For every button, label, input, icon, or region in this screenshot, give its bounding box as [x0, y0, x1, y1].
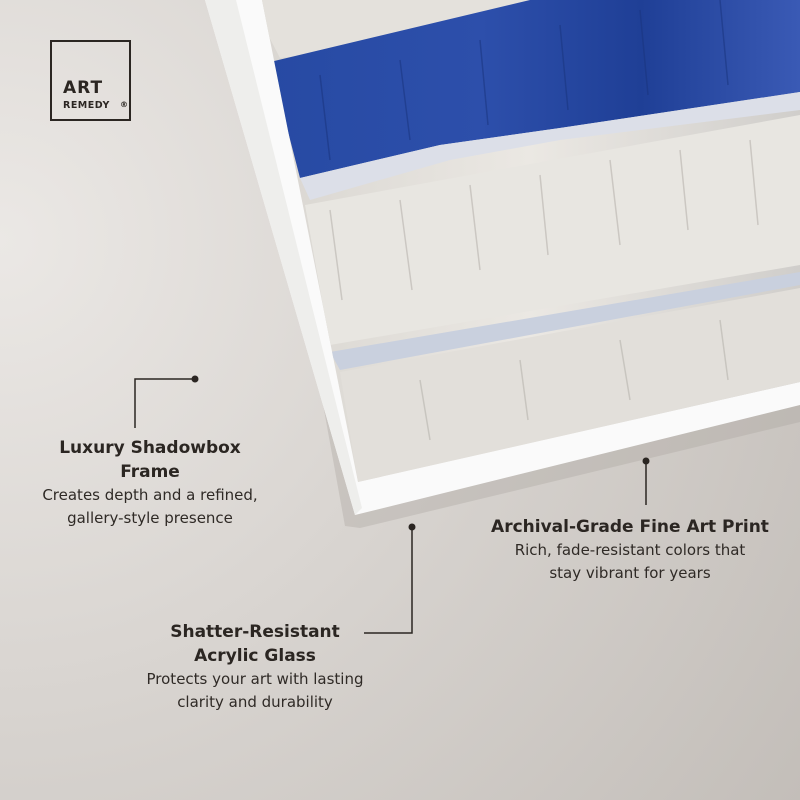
- callout-description: gallery-style presence: [67, 509, 233, 527]
- callout-description: clarity and durability: [177, 693, 333, 711]
- callout-title: Luxury Shadowbox: [59, 438, 241, 458]
- callout-title: Frame: [120, 462, 180, 482]
- logo-text-art: ART: [63, 78, 104, 98]
- logo-text-remedy: REMEDY: [63, 100, 110, 111]
- callout-description: Protects your art with lasting: [146, 670, 364, 688]
- callout-title: Acrylic Glass: [194, 646, 316, 666]
- callout-description: stay vibrant for years: [549, 564, 711, 582]
- callout-shadowbox-frame: [10, 436, 290, 530]
- callout-description: Creates depth and a refined,: [42, 486, 258, 504]
- callout-title: Shatter-Resistant: [170, 622, 340, 642]
- callout-title: Archival-Grade Fine Art Print: [491, 517, 769, 537]
- registered-mark: ®: [120, 100, 128, 109]
- callout-fine-art-print: [470, 515, 790, 585]
- callout-acrylic-glass: [110, 620, 400, 714]
- callout-description: Rich, fade-resistant colors that: [514, 541, 746, 559]
